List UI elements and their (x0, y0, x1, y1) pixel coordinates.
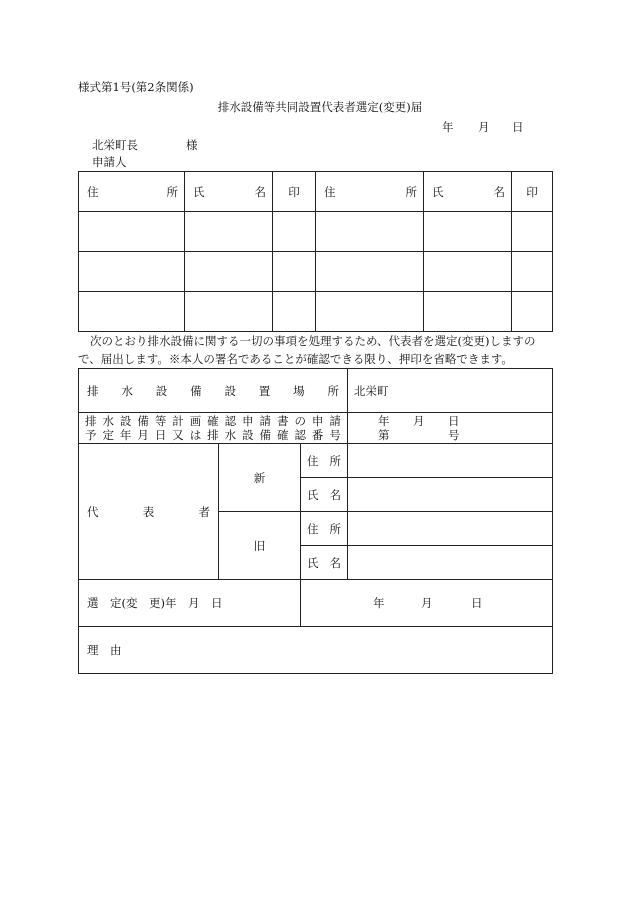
header-address-1: 住 所 (79, 172, 185, 212)
notice-line-2: で、届出します。※本人の署名であることが確認できる限り、押印を省略できます。 (78, 352, 513, 366)
old-label: 旧 (219, 512, 301, 580)
representative-label: 代 表 者 (79, 444, 219, 580)
applicant-name-cell[interactable] (424, 252, 512, 292)
new-name-label: 氏 名 (301, 478, 348, 512)
applicant-seal-cell[interactable] (273, 292, 316, 332)
applicant-row (79, 212, 553, 252)
old-name-label: 氏 名 (301, 546, 348, 580)
addressee-name: 北栄町長 (92, 138, 138, 152)
selection-date-value[interactable]: 年 月 日 (301, 580, 553, 627)
applicant-name-cell[interactable] (185, 212, 273, 252)
document-title: 排水設備等共同設置代表者選定(変更)届 (217, 100, 423, 114)
new-address-label: 住 所 (301, 444, 348, 478)
location-row (79, 369, 553, 413)
applicant-address-cell[interactable] (316, 252, 424, 292)
selection-date-row (79, 580, 553, 627)
notice-line-1: 次のとおり排水設備に関する一切の事項を処理するため、代表者を選定(変更)しますの (90, 334, 536, 348)
applicant-name-cell[interactable] (424, 292, 512, 332)
applicant-address-cell[interactable] (79, 292, 185, 332)
applicant-header-row (79, 172, 553, 212)
new-label: 新 (219, 444, 301, 512)
applicant-address-cell[interactable] (316, 292, 424, 332)
plan-value[interactable]: 年 月 日 第 号 (348, 413, 553, 444)
old-address-value[interactable] (348, 512, 553, 546)
header-name-1: 氏 名 (185, 172, 273, 212)
old-address-label: 住 所 (301, 512, 348, 546)
applicant-address-cell[interactable] (316, 212, 424, 252)
applicant-seal-cell[interactable] (273, 212, 316, 252)
applicant-name-cell[interactable] (185, 252, 273, 292)
location-label: 排 水 設 備 設 置 場 所 (79, 369, 348, 413)
rep-new-address-row (79, 444, 553, 478)
new-name-value[interactable] (348, 478, 553, 512)
applicant-name-cell[interactable] (424, 212, 512, 252)
header-address-2: 住 所 (316, 172, 424, 212)
applicant-seal-cell[interactable] (273, 252, 316, 292)
old-name-value[interactable] (348, 546, 553, 580)
applicant-seal-cell[interactable] (512, 212, 553, 252)
detail-table (78, 368, 553, 674)
applicant-name-cell[interactable] (185, 292, 273, 332)
new-address-value[interactable] (348, 444, 553, 478)
applicant-row (79, 292, 553, 332)
plan-label: 排 水 設 備 等 計 画 確 認 申 請 書 の 申 請 予 定 年 月 日 又 は 排 水 設 備 確 認 番 号 (79, 413, 348, 444)
date-month-label: 月 (478, 120, 490, 134)
selection-date-label: 選 定(変 更)年 月 日 (79, 580, 301, 627)
reason-field[interactable] (79, 627, 553, 674)
header-seal-1: 印 (273, 172, 316, 212)
applicant-address-cell[interactable] (79, 252, 185, 292)
plan-row (79, 413, 553, 444)
applicant-row (79, 252, 553, 292)
reason-label: 理 由 (87, 643, 122, 657)
date-year-label: 年 (442, 120, 454, 134)
applicant-seal-cell[interactable] (512, 252, 553, 292)
addressee-suffix: 様 (186, 138, 198, 152)
applicant-table (78, 171, 553, 332)
reason-row (79, 627, 553, 674)
location-value[interactable]: 北栄町 (348, 369, 553, 413)
date-day-label: 日 (512, 120, 524, 134)
applicant-seal-cell[interactable] (512, 292, 553, 332)
header-seal-2: 印 (512, 172, 553, 212)
applicant-address-cell[interactable] (79, 212, 185, 252)
applicant-label: 申請人 (92, 155, 127, 169)
form-number-label: 様式第1号(第2条関係) (78, 80, 194, 94)
header-name-2: 氏 名 (424, 172, 512, 212)
notice-paragraph (78, 332, 558, 368)
